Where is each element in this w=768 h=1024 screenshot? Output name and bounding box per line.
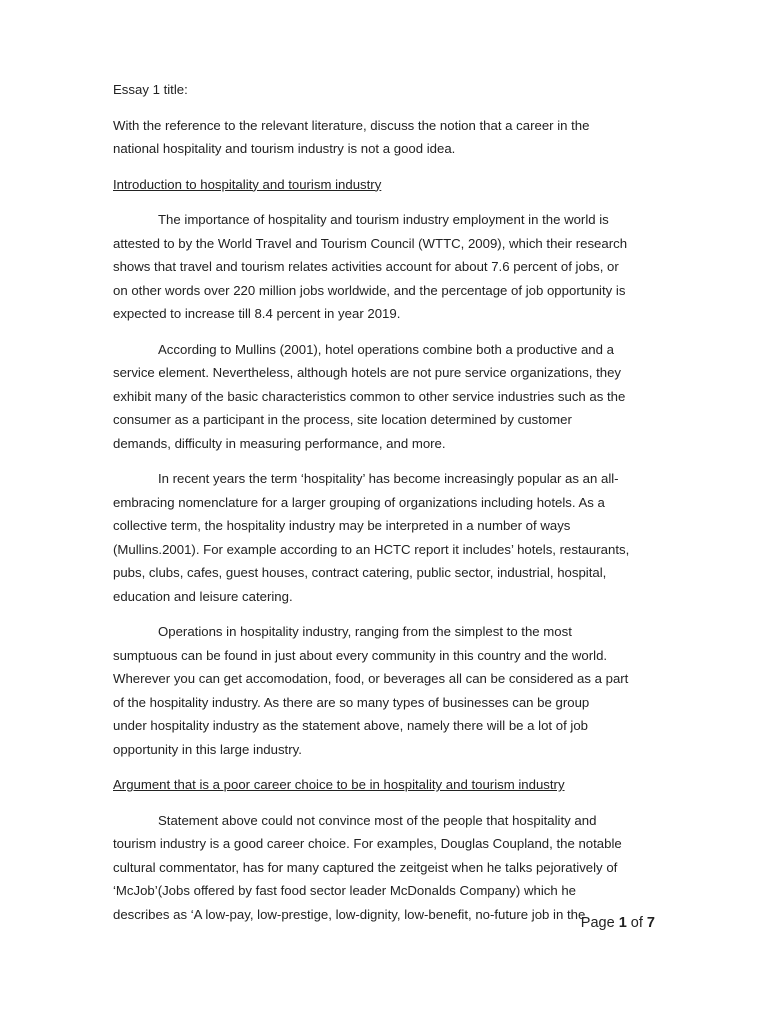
paragraph-line: (Mullins.2001). For example according to an HCTC report it includes’ hotels, restaurants, <box>113 541 630 557</box>
paragraph-line: shows that travel and tourism relates activities account for about 7.6 percent of jobs, or <box>113 259 619 274</box>
prompt-line: national hospitality and tourism industry is not a good idea. <box>113 141 456 156</box>
paragraph-line: of the hospitality industry. As there are so many types of businesses can be group <box>113 694 590 710</box>
paragraph-3 <box>113 467 658 608</box>
paragraph-line: pubs, clubs, cafes, guest houses, contract catering, public sector, industrial, hospital, <box>113 565 607 580</box>
section-heading-argument-block <box>113 773 658 797</box>
paragraph-1 <box>113 208 658 326</box>
paragraph-line: describes as ‘A low-pay, low-prestige, low-dignity, low-benefit, no-future job in the <box>113 906 586 922</box>
paragraph-4 <box>113 620 658 761</box>
section-heading-introduction: Introduction to hospitality and tourism industry <box>113 176 382 192</box>
paragraph-line: attested to by the World Travel and Tourism Council (WTTC, 2009), which their research <box>113 235 628 251</box>
paragraph-line: opportunity in this large industry. <box>113 741 302 757</box>
of-word: of <box>630 915 643 931</box>
paragraph-line: cultural commentator, has for many captured the zeitgeist when he talks pejoratively of <box>113 859 618 875</box>
current-page-number: 1 <box>618 915 627 931</box>
paragraph-line: consumer as a participant in the process, site location determined by customer <box>113 412 572 427</box>
essay-label-block <box>113 78 658 102</box>
document-body <box>113 78 658 926</box>
paragraph-line: Wherever you can get accomodation, food, or beverages all can be considered as a part <box>113 671 629 686</box>
paragraph-line: The importance of hospitality and tourism industry employment in the world is <box>158 212 609 227</box>
section-heading-argument: Argument that is a poor career choice to be in hospitality and tourism industry <box>113 777 565 792</box>
paragraph-line: According to Mullins (2001), hotel operations combine both a productive and a <box>158 341 614 357</box>
paragraph-line: demands, difficulty in measuring performance, and more. <box>113 435 446 451</box>
paragraph-line: on other words over 220 million jobs worldwide, and the percentage of job opportunity is <box>113 282 626 298</box>
paragraph-2 <box>113 338 658 456</box>
paragraph-line: service element. Nevertheless, although hotels are not pure service organizations, they <box>113 365 621 380</box>
paragraph-line: ‘McJob’(Jobs offered by fast food sector leader McDonalds Company) which he <box>113 883 577 898</box>
paragraph-line: Statement above could not convince most of the people that hospitality and <box>158 812 597 828</box>
paragraph-line: education and leisure catering. <box>113 588 293 604</box>
paragraph-line: exhibit many of the basic characteristics common to other service industries such as the <box>113 388 626 404</box>
total-pages-number: 7 <box>646 915 655 931</box>
paragraph-line: Operations in hospitality industry, ranging from the simplest to the most <box>158 624 572 639</box>
page-word: Page <box>580 915 615 931</box>
paragraph-line: under hospitality industry as the statement above, namely there will be a lot of job <box>113 718 589 733</box>
paragraph-line: In recent years the term ‘hospitality’ has become increasingly popular as an all- <box>158 471 619 486</box>
prompt-line: With the reference to the relevant literature, discuss the notion that a career in the <box>113 117 590 133</box>
paragraph-line: sumptuous can be found in just about every community in this country and the world. <box>113 647 608 663</box>
paragraph-line: embracing nomenclature for a larger grouping of organizations including hotels. As a <box>113 494 605 510</box>
paragraph-line: expected to increase till 8.4 percent in year 2019. <box>113 306 401 321</box>
paragraph-line: tourism industry is a good career choice. For examples, Douglas Coupland, the notable <box>113 836 622 851</box>
section-heading-introduction-block <box>113 173 658 197</box>
essay-label: Essay 1 title: <box>113 82 188 97</box>
paragraph-5 <box>113 809 658 927</box>
page-number-footer <box>581 915 655 931</box>
paragraph-line: collective term, the hospitality industry may be interpreted in a number of ways <box>113 518 571 533</box>
essay-prompt <box>113 114 658 161</box>
